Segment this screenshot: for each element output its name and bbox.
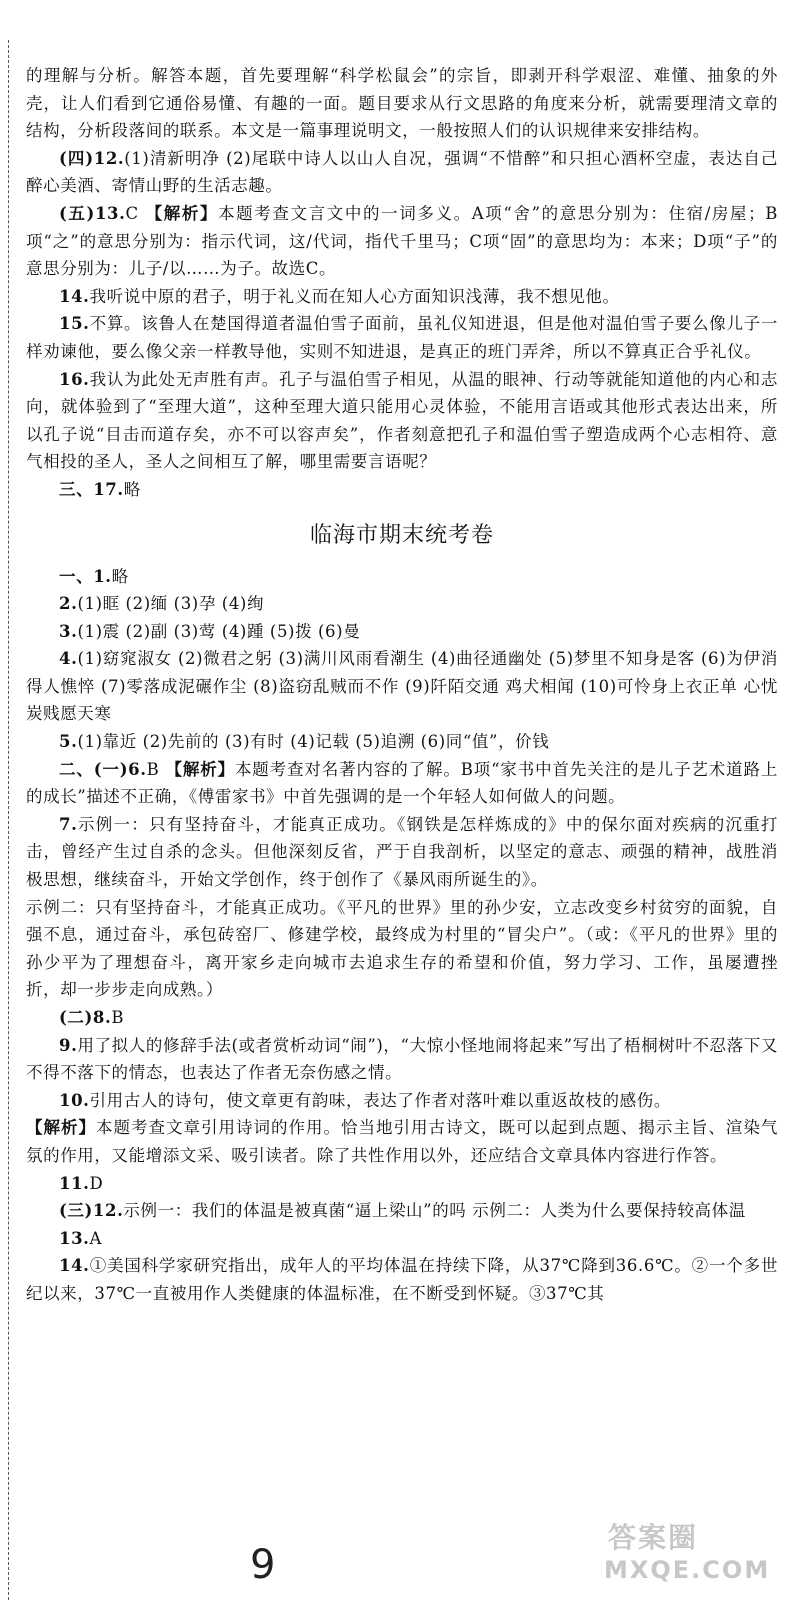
answer-text: 用了拟人的修辞手法(或者赏析动词“闹”)，“大惊小怪地闹将起来”写出了梧桐树叶不忍落下又不得不落下的情态，也表达了作者无奈伤感之情。 xyxy=(26,1035,778,1083)
answer-choice: D xyxy=(89,1173,104,1193)
answer-3-17 xyxy=(26,476,778,504)
watermark-text-top: 答案圈 xyxy=(608,1521,699,1554)
answer-choice: A xyxy=(89,1228,103,1248)
answer-text: 示例一：只有坚持奋斗，才能真正成功。《钢铁是怎样炼成的》中的保尔面对疾病的沉重打击，曾经产生过自杀的念头。但他深刻反省，严于自我剖析，以坚定的意志、顽强的精神，战胜消极思想，继续奋斗，开始文学创作，终于创作了《暴风雨所诞生的》。 xyxy=(26,814,778,890)
answer-3-12 xyxy=(26,1197,778,1225)
answer-content xyxy=(26,62,778,1308)
text: 的理解与分析。解答本题，首先要理解“科学松鼠会”的宗旨，即剥开科学艰涩、难懂、抽象的外壳，让人们看到它通俗易懂、有趣的一面。题目要求从行文思路的角度来分析，就需要理清文章的结构，分析段落间的联系。本文是一篇事理说明文，一般按照人们的认识规律来安排结构。 xyxy=(26,66,778,141)
answer-10-analysis xyxy=(26,1114,778,1169)
question-label: 14. xyxy=(59,1256,90,1276)
analysis-tag: 【解析】 xyxy=(165,759,235,779)
answer-7 xyxy=(26,811,778,894)
question-label: 15. xyxy=(59,314,90,334)
question-label: 13. xyxy=(59,1228,90,1248)
answer-2-8 xyxy=(26,1004,778,1032)
paragraph-analysis-continued xyxy=(26,62,778,145)
answer-2-1-6 xyxy=(26,756,778,811)
answer-text: 略 xyxy=(123,479,141,499)
question-label: 三、17. xyxy=(59,479,124,499)
question-label: 4. xyxy=(59,649,78,669)
question-label: 二、(一)6. xyxy=(59,759,147,779)
section-title: 临海市期末统考卷 xyxy=(309,522,494,548)
answer-text: (1)靠近 (2)先前的 (3)有时 (4)记载 (5)追溯 (6)同“值”，价钱 xyxy=(77,732,550,752)
answer-text: 略 xyxy=(111,566,129,586)
watermark-text-bottom: MXQE.COM xyxy=(604,1556,771,1584)
answer-14 xyxy=(26,283,778,311)
answer-5 xyxy=(26,728,778,756)
analysis-tag: 【解析】 xyxy=(145,203,219,223)
answer-text: 我认为此处无声胜有声。孔子与温伯雪子相见，从温的眼神、行动等就能知道他的内心和志向，就体验到了“至理大道”，这种至理大道只能用心灵体验，不能用言语或其他形式表达出来，所以孔子说“目击而道存矣，亦不可以容声矣”，作者刻意把孔子和温伯雪子塑造成两个心志相符、意气相投的圣人，圣人之间相互了解，哪里需要言语呢？ xyxy=(26,369,778,472)
answer-text: (1)清新明净 (2)尾联中诗人以山人自况，强调“不惜醉”和只担心酒杯空虚，表达自己醉心美酒、寄情山野的生活志趣。 xyxy=(26,148,779,196)
answer-15 xyxy=(26,310,778,365)
answer-2 xyxy=(26,590,778,618)
answer-text: 不算。该鲁人在楚国得道者温伯雪子面前，虽礼仪知进退，但是他对温伯雪子要么像儿子一样劝谏他，要么像父亲一样教导他，实则不知进退，是真正的班门弄斧，所以不算真正合乎礼仪。 xyxy=(26,314,778,361)
answer-text: (1)眶 (2)缅 (3)孕 (4)绚 xyxy=(77,594,265,614)
answer-text: (1)窈窕淑女 (2)微君之躬 (3)满川风雨看潮生 (4)曲径通幽处 (5)梦里不知身是客 (6)为伊消得人憔悴 (7)零落成泥碾作尘 (8)盗窃乱贼而不作 (9)阡陌交通 鸡犬相闻 (10)可怜身上衣正单 心忧炭贱愿天寒 xyxy=(26,649,778,724)
analysis-text: 本题考查文言文中的一词多义。A项“舍”的意思分别为：住宿/房屋；B项“之”的意思分别为：指示代词，这/代词，指代千里马；C项“固”的意思均为：本来；D项“子”的意思分别为：儿子/以……为子。故选C。 xyxy=(26,203,778,279)
answer-7-example-2 xyxy=(26,894,778,1004)
answer-choice: B xyxy=(146,759,160,779)
page-number: 9 xyxy=(250,1542,276,1588)
analysis-tag: 【解析】 xyxy=(26,1118,96,1138)
analysis-text: 本题考查对名著内容的了解。B项“家书中首先关注的是儿子艺术道路上的成长”描述不正确，《傅雷家书》中首先强调的是一个年轻人如何做人的问题。 xyxy=(26,759,778,807)
question-label: 2. xyxy=(59,594,78,614)
analysis-text: 本题考查文章引用诗词的作用。恰当地引用古诗文，既可以起到点题、揭示主旨、渲染气氛的作用，又能增添文采、吸引读者。除了共性作用以外，还应结合文章具体内容进行作答。 xyxy=(26,1118,778,1165)
question-label: 16. xyxy=(59,369,90,389)
question-label: 14. xyxy=(59,286,90,306)
question-label: (二)8. xyxy=(59,1008,112,1027)
question-label: 一、1. xyxy=(59,566,112,586)
answer-9 xyxy=(26,1032,778,1087)
answer-3 xyxy=(26,618,778,646)
answer-5-13 xyxy=(26,200,778,283)
answer-11 xyxy=(26,1170,778,1198)
watermark-logo xyxy=(598,1516,782,1590)
answer-14-b xyxy=(26,1252,778,1307)
question-label: 11. xyxy=(59,1173,90,1193)
cut-line xyxy=(8,40,9,1600)
answer-4 xyxy=(26,645,778,728)
answer-1-1 xyxy=(26,563,778,591)
answer-10 xyxy=(26,1087,778,1115)
question-label: 7. xyxy=(59,814,78,834)
answer-13 xyxy=(26,1225,778,1253)
answer-4-12 xyxy=(26,145,778,200)
answer-16 xyxy=(26,366,778,476)
answer-choice: C xyxy=(125,203,139,223)
answer-text: 引用古人的诗句，使文章更有韵味，表达了作者对落叶难以重返故枝的感伤。 xyxy=(89,1090,671,1110)
question-label: 3. xyxy=(59,621,78,641)
question-label: 10. xyxy=(59,1090,90,1110)
question-label: 5. xyxy=(59,732,78,752)
question-label: (四)12. xyxy=(59,148,125,168)
answer-text: ①美国科学家研究指出，成年人的平均体温在持续下降，从37℃降到36.6℃。②一个多世纪以来，37℃一直被用作人类健康的体温标准，在不断受到怀疑。③37℃其 xyxy=(26,1256,778,1303)
answer-choice: B xyxy=(111,1008,125,1027)
answer-text: 示例一：我们的体温是被真菌“逼上梁山”的吗 示例二：人类为什么要保持较高体温 xyxy=(123,1201,746,1221)
answer-text: 示例二：只有坚持奋斗，才能真正成功。《平凡的世界》里的孙少安，立志改变乡村贫穷的面貌，自强不息，通过奋斗，承包砖窑厂、修建学校，最终成为村里的“冒尖户”。（或：《平凡的世界》里的孙少平为了理想奋斗，离开家乡走向城市去追求生存的希望和价值，努力学习、工作，虽屡遭挫折，却一步步走向成熟。） xyxy=(26,897,778,1000)
answer-text: 我听说中原的君子，明于礼义而在知人心方面知识浅薄，我不想见他。 xyxy=(89,286,620,306)
question-label: (五)13. xyxy=(59,203,126,223)
question-label: (三)12. xyxy=(59,1201,124,1221)
answer-text: (1)震 (2)副 (3)莺 (4)踵 (5)拨 (6)曼 xyxy=(77,621,361,641)
question-label: 9. xyxy=(59,1035,78,1055)
